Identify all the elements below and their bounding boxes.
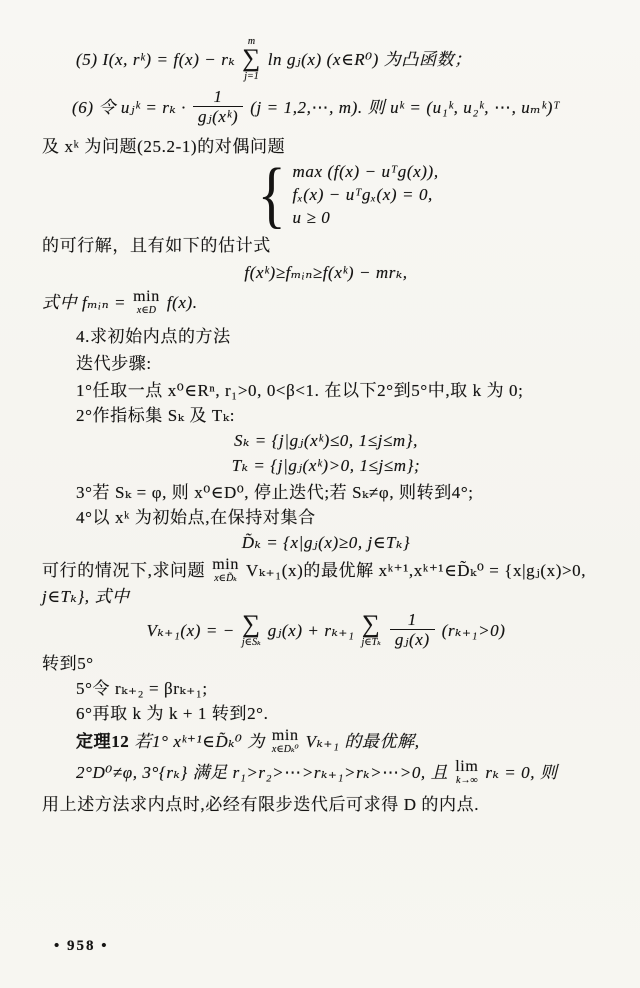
- fraction-numerator: 1: [407, 610, 417, 629]
- dual-line-1: max (f(x) − uᵀg(x)),: [292, 162, 439, 181]
- conclusion-line: 用上述方法求内点时,必经有限步迭代后可求得 D 的内点.: [42, 795, 480, 814]
- fraction: [390, 611, 435, 649]
- page-number: • 958 •: [54, 938, 109, 954]
- step-5-line: 5°令 rₖ₊₂ = βrₖ₊₁;: [76, 679, 208, 698]
- summation-symbol: [242, 36, 260, 82]
- lim-subscript: k→∞: [456, 775, 478, 786]
- where-fmin-line: [42, 289, 610, 316]
- feasible-case-line: [42, 557, 610, 584]
- set-t-formula: Tₖ = {j|gⱼ(xᵏ)>0, 1≤j≤m};: [231, 456, 421, 475]
- dual-system: [254, 154, 610, 236]
- formula-5-pre: (5) I(x, rᵏ) = f(x) − rₖ: [76, 49, 236, 69]
- limit-operator: [455, 759, 478, 786]
- formula-5-post: ln gⱼ(x) (x∈R⁰) 为凸函数；: [267, 49, 472, 69]
- where-fmin-pre: 式中 fₘᵢₙ =: [42, 293, 127, 312]
- step-1-line: 1°任取一点 x⁰∈Rⁿ, r₁>0, 0<β<1. 在以下2°到5°中,取 k 为 0;: [76, 381, 524, 400]
- section-title: 4.求初始内点的方法: [76, 327, 231, 346]
- v-formula-lhs: Vₖ₊₁(x) = −: [146, 620, 235, 640]
- feasible-case-pre: 可行的情况下,求问题: [42, 561, 206, 580]
- step-3-line: 3°若 Sₖ = φ, 则 x⁰∈D⁰, 停止迭代;若 Sₖ≠φ, 则转到4°;: [76, 483, 474, 502]
- formula-6-post: (j = 1,2,⋯, m). 则 uᵏ = (u₁ᵏ, u₂ᵏ, ⋯, uₘᵏ)ᵀ: [250, 97, 561, 117]
- set-s-formula: Sₖ = {j|gⱼ(xᵏ)≤0, 1≤j≤m},: [233, 431, 419, 450]
- min-subscript: x∈D: [136, 305, 156, 316]
- theorem-cond-post: rₖ = 0, 则: [485, 763, 558, 782]
- sum-lower-limit: j=1: [244, 71, 259, 82]
- summation-symbol: [241, 610, 261, 648]
- dual-line-3: u ≥ 0: [292, 208, 331, 227]
- min-subscript: x∈D̃ₖ: [214, 573, 237, 584]
- iteration-steps-label: 迭代步骤:: [76, 354, 152, 373]
- dual-intro-line: 及 xᵏ 为问题(25.2-1)的对偶问题: [42, 137, 286, 156]
- step-4-line: 4°以 xᵏ 为初始点,在保持对集合: [76, 508, 316, 527]
- fraction: [193, 88, 243, 126]
- formula-5: [42, 36, 610, 82]
- v-formula-mid: gⱼ(x) + rₖ₊₁: [267, 620, 355, 640]
- theorem-conditions-line: [42, 759, 610, 786]
- v-formula-tail: (rₖ₊₁>0): [441, 620, 506, 640]
- theorem-12-line: [42, 728, 610, 755]
- theorem-post: Vₖ₊₁ 的最优解,: [305, 732, 420, 751]
- sigma-glyph: ∑: [242, 610, 261, 638]
- fraction-denominator: gⱼ(x): [390, 629, 435, 649]
- where-fmin-post: f(x).: [166, 293, 198, 312]
- theorem-label: 定理12: [76, 732, 130, 751]
- goto-5-line: 转到5°: [42, 654, 94, 673]
- dual-system-lines: [293, 161, 439, 229]
- min-operator: [272, 728, 299, 755]
- dual-line-2: fₓ(x) − uᵀgₓ(x) = 0,: [292, 185, 433, 204]
- theorem-cond-pre: 2°D⁰≠φ, 3°{rₖ} 满足 r₁>r₂>⋯>rₖ₊₁>rₖ>⋯>0, 且: [76, 763, 449, 782]
- sigma-glyph: ∑: [242, 45, 261, 72]
- theorem-pre: 若1° xᵏ⁺¹∈D̃ₖ⁰ 为: [134, 732, 265, 751]
- formula-6-pre: (6) 令 uⱼᵏ = rₖ ·: [72, 97, 186, 117]
- sum-upper-limit: m: [247, 36, 256, 47]
- d-tilde-formula: D̃ₖ = {x|gⱼ(x)≥0, j∈Tₖ}: [241, 533, 411, 552]
- sum-lower-limit: j∈Sₖ: [241, 636, 261, 648]
- sigma-glyph: ∑: [361, 610, 381, 638]
- step-6-line: 6°再取 k 为 k + 1 转到2°.: [76, 704, 269, 723]
- jtk-continuation-line: j∈Tₖ}, 式中: [42, 587, 130, 606]
- v-formula: [42, 611, 610, 649]
- left-brace-glyph: {: [257, 154, 286, 236]
- formula-6: [42, 88, 610, 126]
- feasible-solution-line: 的可行解，且有如下的估计式: [42, 236, 271, 255]
- estimate-formula: f(xᵏ)≥fₘᵢₙ≥f(xᵏ) − mrₖ,: [244, 263, 408, 282]
- min-operator: [212, 557, 239, 584]
- fraction-denominator: gⱼ(xᵏ): [193, 106, 243, 126]
- sum-lower-limit: j∈Tₖ: [361, 636, 381, 648]
- min-subscript: x∈Dₖ⁰: [271, 744, 299, 755]
- step-2-line: 2°作指标集 Sₖ 及 Tₖ:: [76, 406, 236, 425]
- fraction-numerator: 1: [213, 87, 223, 106]
- min-operator: [133, 289, 160, 316]
- min-label: min: [133, 288, 160, 305]
- min-label: min: [271, 727, 299, 744]
- lim-label: lim: [455, 758, 479, 775]
- summation-symbol: [361, 610, 381, 648]
- min-label: min: [212, 556, 239, 573]
- feasible-case-post: Vₖ₊₁(x)的最优解 xᵏ⁺¹,xᵏ⁺¹∈D̃ₖ⁰ = {x|gⱼ(x)>0,: [245, 561, 587, 580]
